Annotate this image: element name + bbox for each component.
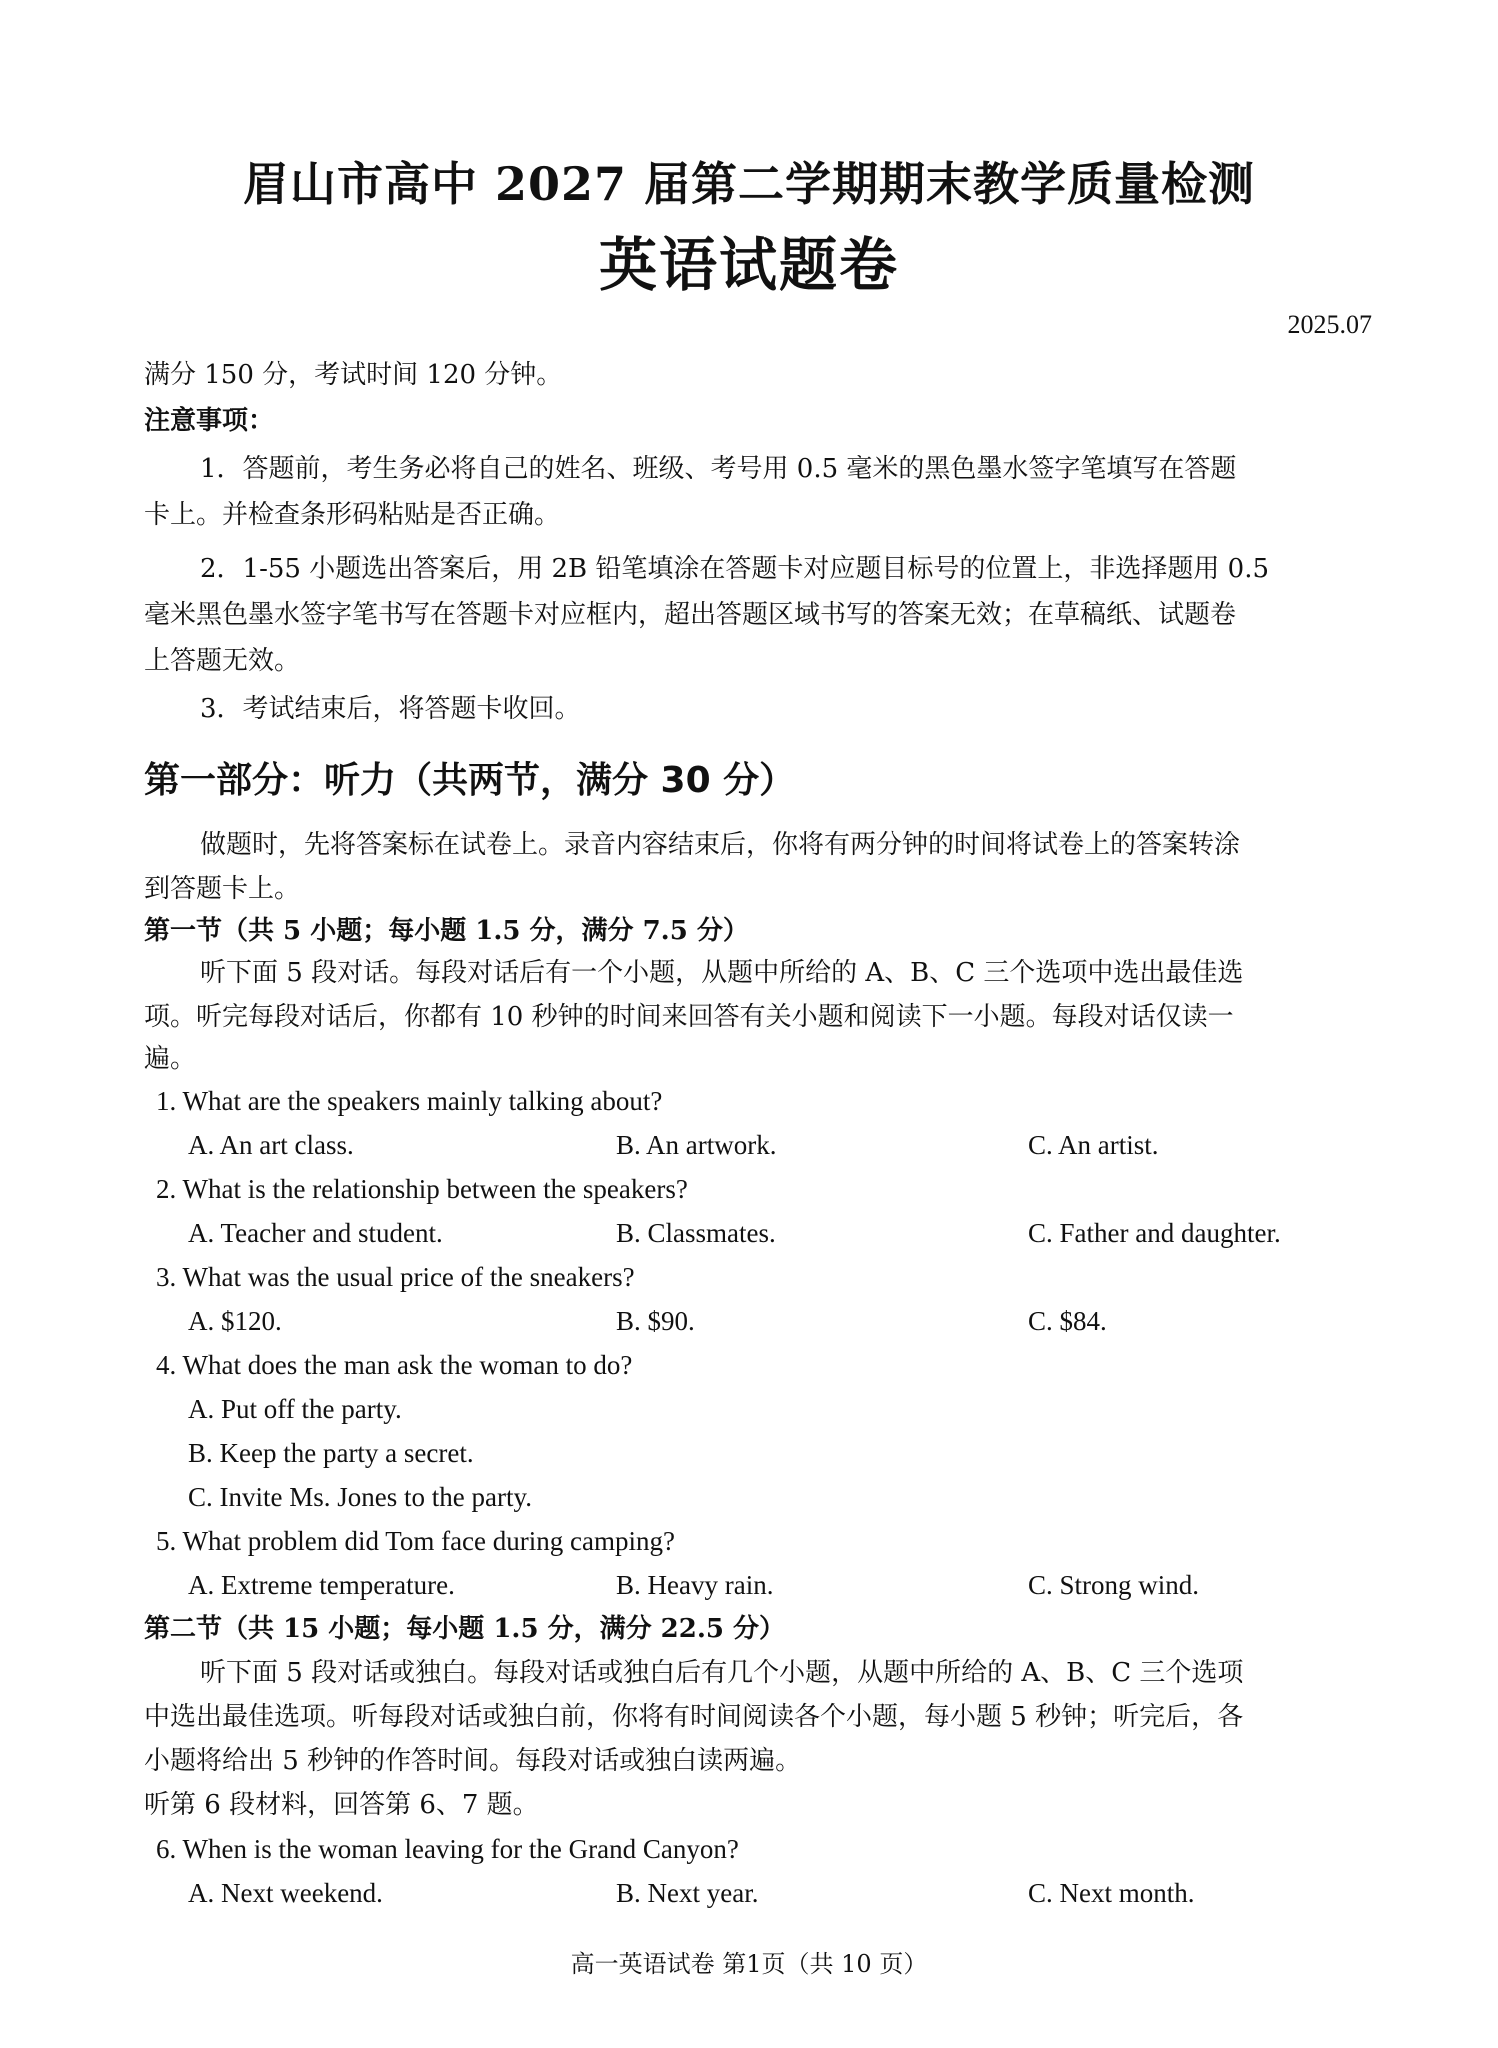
part1-instruction: 到答题卡上。 [144,874,301,904]
option-c: C. $84. [1028,1306,1107,1336]
option-a: A. Next weekend. [188,1878,383,1908]
score-time: 满分 150 分，考试时间 120 分钟。 [144,360,563,390]
notice-line: 3．考试结束后，将答题卡收回。 [200,694,581,724]
question-text: 1. What are the speakers mainly talking about? [156,1086,663,1116]
question-text: 2. What is the relationship between the speakers? [156,1174,688,1204]
question-text: 5. What problem did Tom face during camping? [156,1526,675,1556]
notice-line: 卡上。并检查条形码粘贴是否正确。 [144,500,561,530]
exam-title: 眉山市高中 2027 届第二学期期末教学质量检测 [242,157,1256,211]
option-c: C. Next month. [1028,1878,1195,1908]
part1-heading: 第一部分：听力（共两节，满分 30 分） [144,760,796,801]
exam-date: 2025.07 [1287,310,1372,339]
option-b: B. Heavy rain. [616,1570,774,1600]
option-c: C. Father and daughter. [1028,1218,1281,1248]
question-text: 6. When is the woman leaving for the Grand Canyon? [156,1834,739,1864]
option-a: A. Extreme temperature. [188,1570,455,1600]
option-b: B. An artwork. [616,1130,777,1160]
material-note: 听第 6 段材料，回答第 6、7 题。 [144,1790,539,1820]
notice-line: 2．1-55 小题选出答案后，用 2B 铅笔填涂在答题卡对应题目标号的位置上，非选择题用 0.5 [200,554,1270,584]
section1-instruction: 项。听完每段对话后，你都有 10 秒钟的时间来回答有关小题和阅读下一小题。每段对话仅读一 [144,1002,1234,1032]
option-b: B. Classmates. [616,1218,776,1248]
section1-instruction: 遍。 [144,1044,197,1074]
notice-line: 毫米黑色墨水签字笔书写在答题卡对应框内，超出答题区域书写的答案无效；在草稿纸、试题卷 [144,600,1237,630]
option-a: A. $120. [188,1306,282,1336]
page-footer: 高一英语试卷 第1页（共 10 页） [570,1950,928,1978]
option-a: A. An art class. [188,1130,354,1160]
option-b: B. Next year. [616,1878,759,1908]
option-c: C. An artist. [1028,1130,1159,1160]
option-a: A. Teacher and student. [188,1218,443,1248]
notice-line: 1．答题前，考生务必将自己的姓名、班级、考号用 0.5 毫米的黑色墨水签字笔填写在答题 [200,454,1237,484]
notice-title: 注意事项： [144,406,275,436]
part1-instruction: 做题时，先将答案标在试卷上。录音内容结束后，你将有两分钟的时间将试卷上的答案转涂 [200,830,1241,860]
option-b: B. Keep the party a secret. [188,1438,474,1468]
section2-heading: 第二节（共 15 小题；每小题 1.5 分，满分 22.5 分） [144,1614,786,1644]
option-c: C. Strong wind. [1028,1570,1200,1600]
notice-line: 上答题无效。 [144,646,301,676]
option-a: A. Put off the party. [188,1394,402,1424]
question-text: 3. What was the usual price of the sneakers? [156,1262,635,1292]
exam-subtitle: 英语试题卷 [598,231,899,299]
section2-instruction: 小题将给出 5 秒钟的作答时间。每段对话或独白读两遍。 [144,1746,802,1776]
section2-instruction: 中选出最佳选项。听每段对话或独白前，你将有时间阅读各个小题，每小题 5 秒钟；听完后，各 [144,1702,1244,1732]
section1-instruction: 听下面 5 段对话。每段对话后有一个小题，从题中所给的 A、B、C 三个选项中选出最佳选 [200,958,1244,988]
section1-heading: 第一节（共 5 小题；每小题 1.5 分，满分 7.5 分） [144,916,749,946]
section2-instruction: 听下面 5 段对话或独白。每段对话或独白后有几个小题，从题中所给的 A、B、C 三个选项 [200,1658,1244,1688]
option-b: B. $90. [616,1306,695,1336]
question-text: 4. What does the man ask the woman to do? [156,1350,633,1380]
option-c: C. Invite Ms. Jones to the party. [188,1482,532,1512]
